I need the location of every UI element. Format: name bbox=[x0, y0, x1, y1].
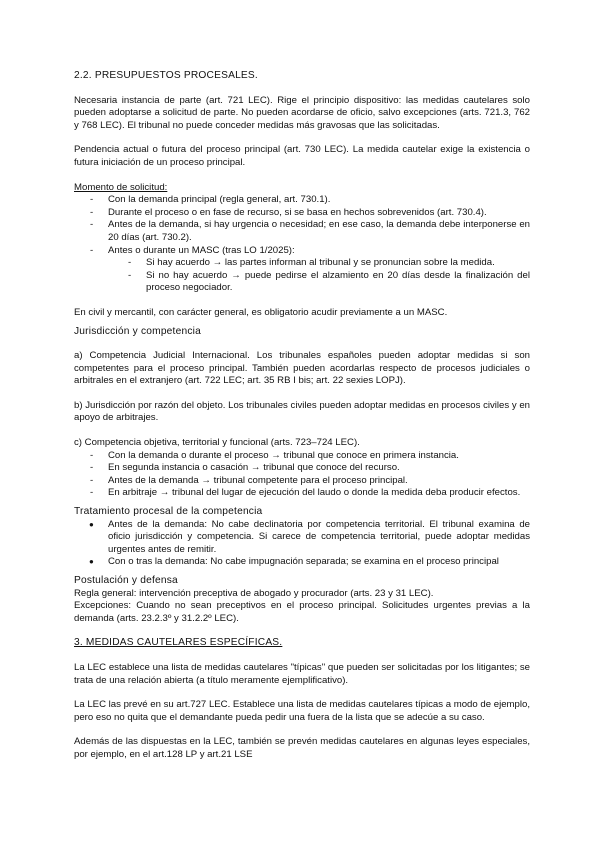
paragraph-pendencia: Pendencia actual o futura del proceso principal (art. 730 LEC). La medida cautelar exige la existencia o futura iniciación de un proceso principal. bbox=[74, 144, 530, 168]
heading-postulacion: Postulación y defensa bbox=[74, 575, 178, 586]
list-item: - Con la demanda o durante el proceso → tribunal que conoce en primera instancia. bbox=[74, 450, 530, 463]
paragraph-jurisdiccion-c: c) Competencia objetiva, territorial y funcional (arts. 723–724 LEC). bbox=[74, 437, 360, 449]
list-item: - Durante el proceso o en fase de recurso, si se basa en hechos sobrevenidos (art. 730.4). bbox=[74, 207, 530, 220]
list-item: - En segunda instancia o casación → tribunal que conoce del recurso. bbox=[74, 462, 530, 475]
list-item: - Si no hay acuerdo → puede pedirse el alzamiento en 20 días desde la finalización del proceso negociador. bbox=[74, 270, 530, 295]
list-item: - En arbitraje → tribunal del lugar de ejecución del laudo o donde la medida deba producir efectos. bbox=[74, 487, 530, 500]
list-item: - Con la demanda principal (regla general, art. 730.1). bbox=[74, 194, 530, 207]
section-title-2-2: 2.2. PRESUPUESTOS PROCESALES. bbox=[74, 70, 258, 81]
document-page bbox=[74, 70, 530, 762]
tratamiento-list bbox=[74, 519, 530, 569]
paragraph-jurisdiccion-a: a) Competencia Judicial Internacional. Los tribunales españoles pueden adoptar medidas si son competentes para el proceso principal. También pueden acordarlas respecto de procesos judiciales o arbitrales en el extranjero (art. 722 LEC; art. 35 RB I bis; art. 22 sexies LOPJ). bbox=[74, 350, 530, 387]
list-item: - Antes o durante un MASC (tras LO 1/2025): bbox=[74, 245, 530, 258]
heading-jurisdiccion: Jurisdicción y competencia bbox=[74, 325, 201, 337]
competencia-list bbox=[74, 450, 530, 500]
paragraph-instancia: Necesaria instancia de parte (art. 721 LEC). Rige el principio dispositivo: las medidas cautelares solo pueden adoptarse a solicitud de parte. No pueden acordarse de oficio, salvo excepciones (arts. 721.3, 762 y 768 LEC). El tribunal no puede conceder medidas más gravosas que las solicitadas. bbox=[74, 94, 530, 131]
paragraph-lista-tipicas: La LEC establece una lista de medidas cautelares "típicas" que pueden ser solicitadas por los litigantes; se trata de una relación abierta (a título meramente ejemplificativo). bbox=[74, 661, 530, 686]
section-title-3: 3. MEDIDAS CAUTELARES ESPECÍFICAS. bbox=[74, 637, 283, 649]
momento-list bbox=[74, 194, 530, 257]
paragraph-jurisdiccion-b: b) Jurisdicción por razón del objeto. Los tribunales civiles pueden adoptar medidas en procesos civiles y en apoyo de arbitrajes. bbox=[74, 399, 530, 424]
paragraph-regla-general: Regla general: intervención preceptiva de abogado y procurador (arts. 23 y 31 LEC). bbox=[74, 587, 434, 599]
heading-tratamiento: Tratamiento procesal de la competencia bbox=[74, 506, 263, 518]
paragraph-masc: En civil y mercantil, con carácter general, es obligatorio acudir previamente a un MASC. bbox=[74, 306, 448, 318]
list-item: ● Con o tras la demanda: No cabe impugnación separada; se examina en el proceso principal bbox=[74, 556, 530, 569]
list-item: - Antes de la demanda → tribunal competente para el proceso principal. bbox=[74, 475, 530, 488]
masc-sublist bbox=[74, 257, 530, 295]
paragraph-excepciones: Excepciones: Cuando no sean preceptivos en el proceso principal. Solicitudes urgentes previas a la demanda (arts. 23.2.3º y 31.2.2º LEC). bbox=[74, 600, 530, 624]
list-item: - Si hay acuerdo → las partes informan al tribunal y se pronuncian sobre la medida. bbox=[74, 257, 530, 270]
paragraph-leyes-especiales: Además de las dispuestas en la LEC, también se prevén medidas cautelares en algunas leyes especiales, por ejemplo, en el art.128 LP y art.21 LSE bbox=[74, 736, 530, 760]
paragraph-art-727: La LEC las prevé en su art.727 LEC. Establece una lista de medidas cautelares típicas a modo de ejemplo, pero eso no quita que el demandante pueda pedir una fuera de la lista que se adecúe a su caso. bbox=[74, 699, 530, 723]
list-item: - Antes de la demanda, si hay urgencia o necesidad; en ese caso, la demanda debe interponerse en 20 días (art. 730.2). bbox=[74, 219, 530, 244]
heading-momento: Momento de solicitud: bbox=[74, 181, 168, 193]
list-item: ● Antes de la demanda: No cabe declinatoria por competencia territorial. El tribunal examina de oficio jurisdicción y competencia. Si carece de competencia territorial, puede adoptar medidas urgentes antes de remitir. bbox=[74, 519, 530, 557]
